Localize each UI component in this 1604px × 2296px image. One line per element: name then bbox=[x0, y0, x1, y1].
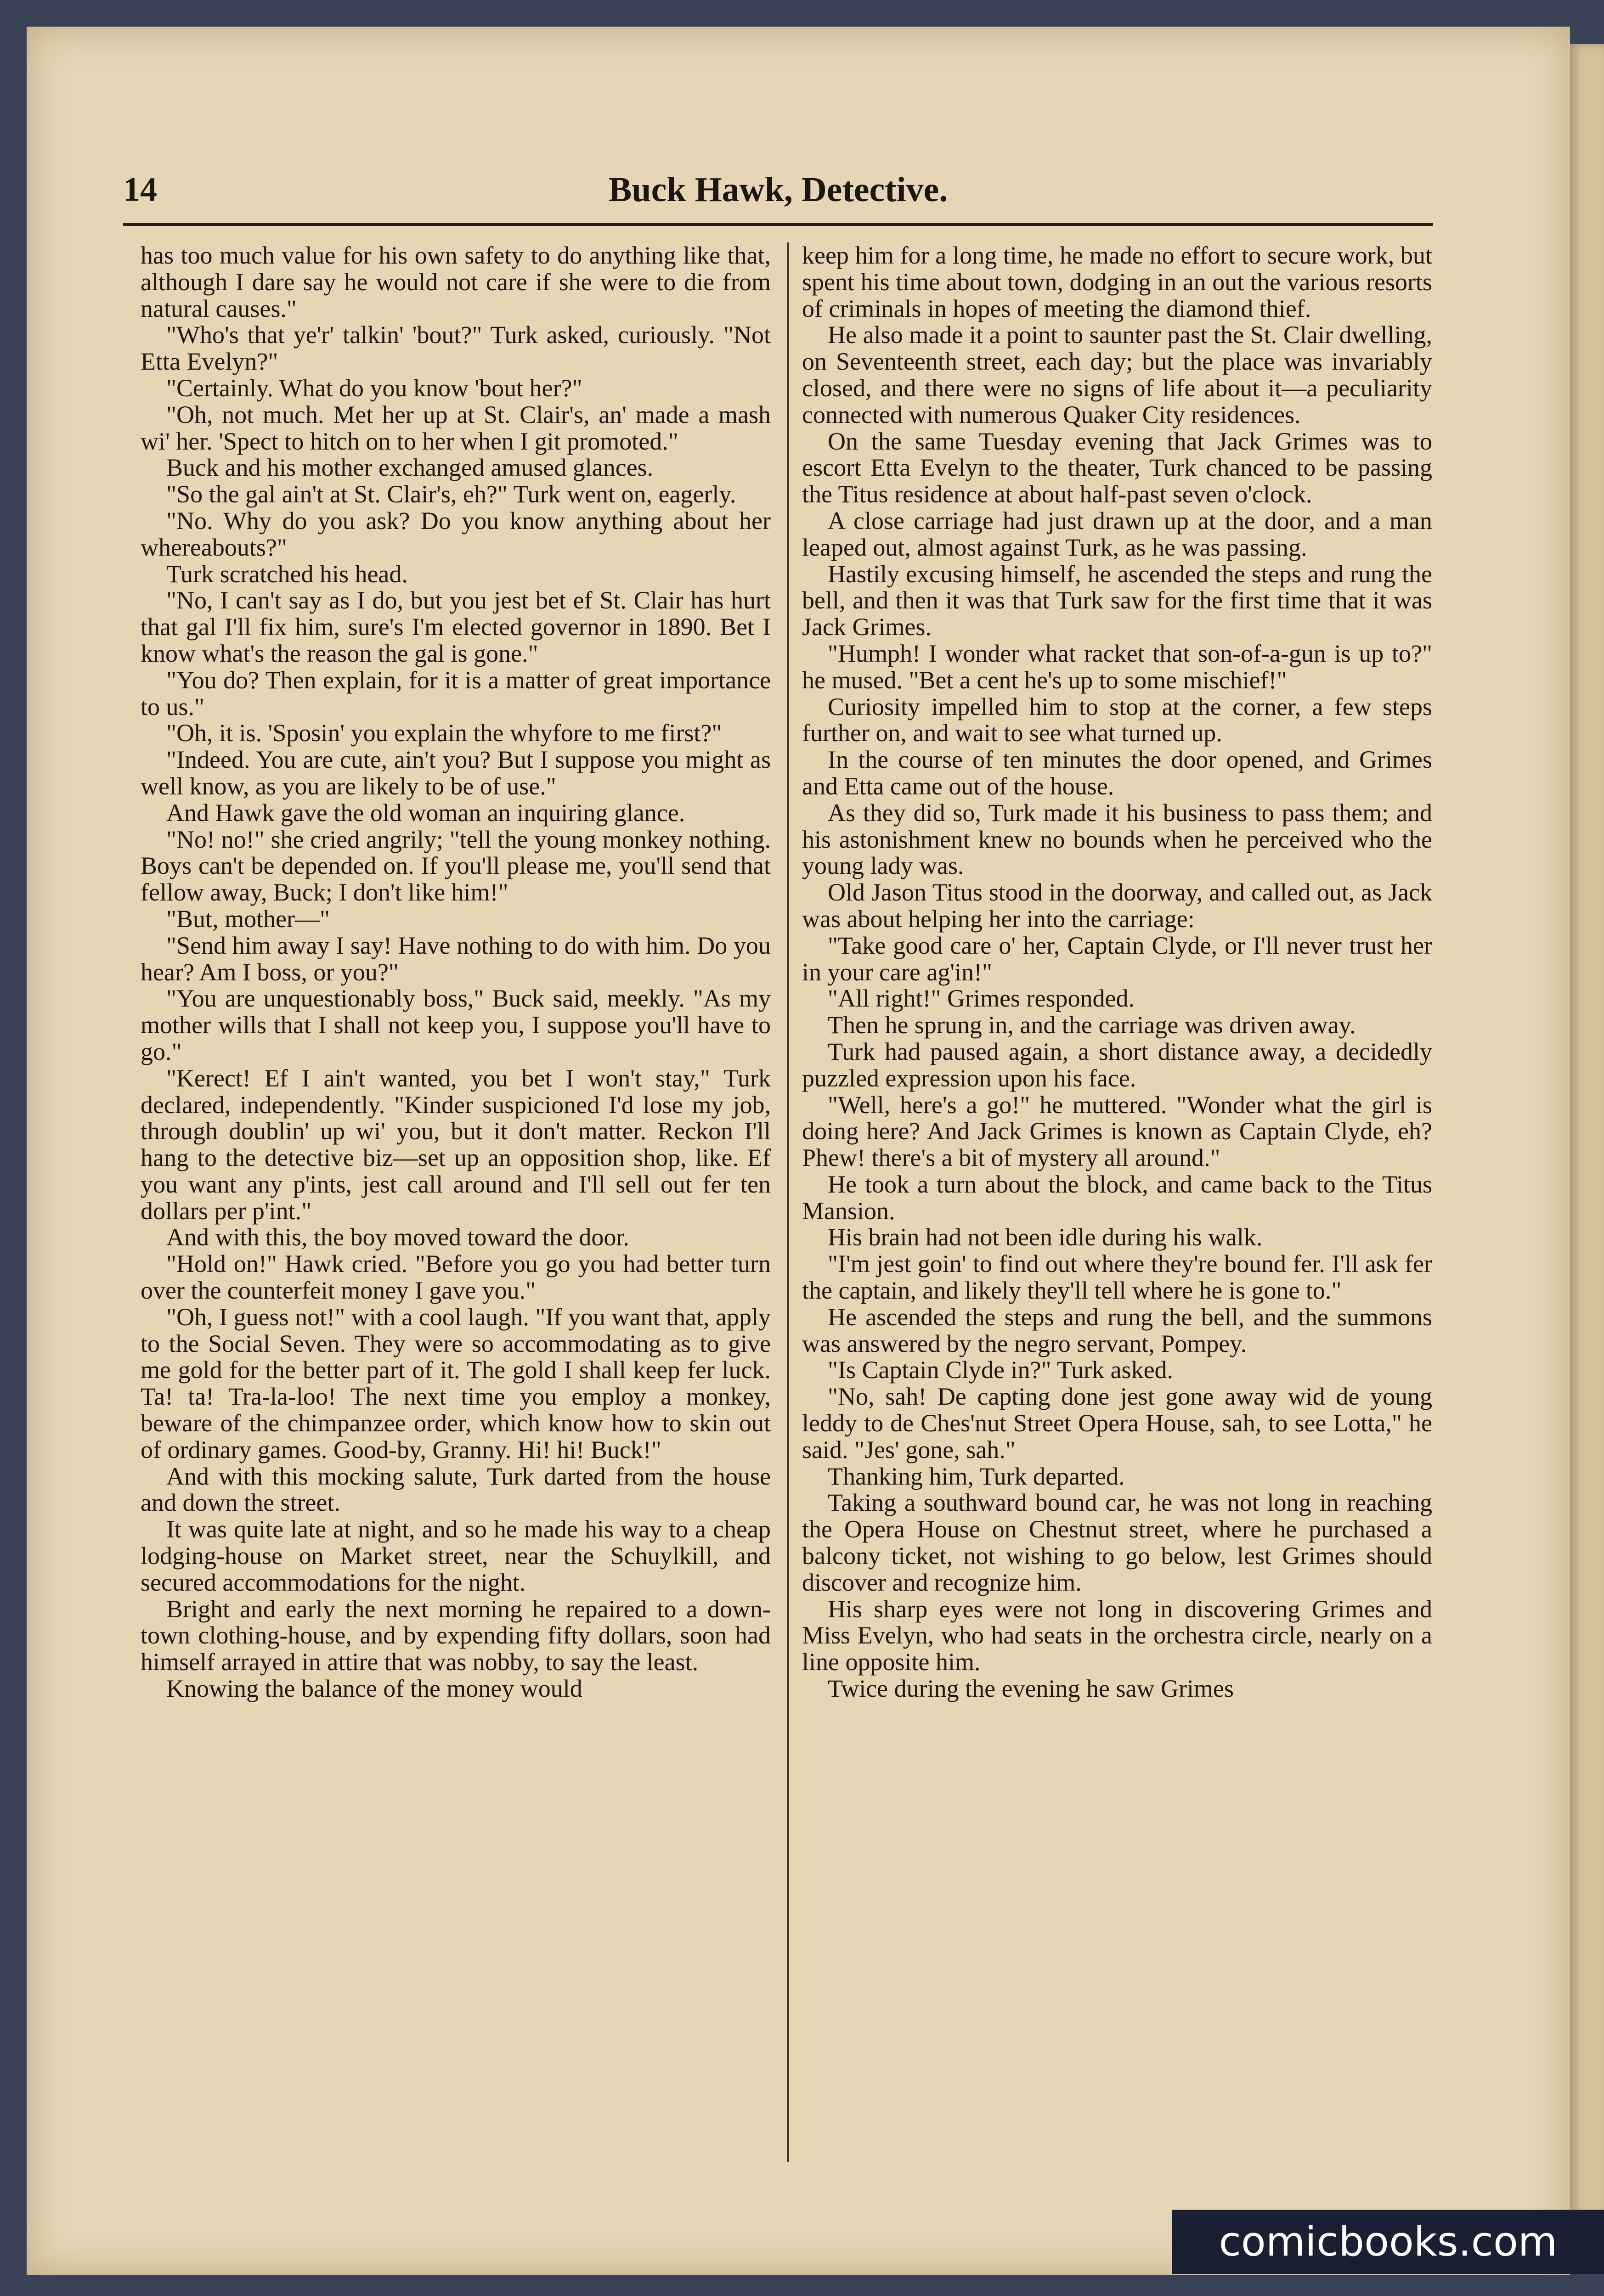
running-title: Buck Hawk, Detective. bbox=[608, 170, 948, 209]
paragraph: "No! no!" she cried angrily; "tell the young monkey nothing. Boys can't be depended on. If you'll please me, you'll send that fellow away, Buck; I don't like him!" bbox=[141, 825, 771, 906]
paragraph: He took a turn about the block, and came back to the Titus Mansion. bbox=[802, 1170, 1432, 1225]
watermark-logo: comicbooks.com bbox=[1172, 2210, 1604, 2274]
paragraph: His brain had not been idle during his walk. bbox=[828, 1223, 1263, 1251]
paragraph: "No, I can't say as I do, but you jest bet ef St. Clair has hurt that gal I'll fix him, sure's I'm elected governor in 1890. Bet I know what's the reason the gal is gone." bbox=[141, 586, 771, 667]
paragraph: "So the gal ain't at St. Clair's, eh?" Turk went on, eagerly. bbox=[166, 480, 736, 508]
paragraph: "Indeed. You are cute, ain't you? But I suppose you might as well know, as you are likely to be of use." bbox=[141, 746, 771, 800]
paragraph: "Oh, it is. 'Sposin' you explain the whyfore to me first?" bbox=[166, 719, 722, 747]
paragraph: He also made it a point to saunter past the St. Clair dwelling, on Seventeenth street, each day; but the place was invariably closed, and there were no signs of life about it—a peculiarity connected with numerous Quaker City residences. bbox=[802, 321, 1432, 428]
paragraph: A close carriage had just drawn up at the door, and a man leaped out, almost against Turk, as he was passing. bbox=[802, 506, 1432, 561]
paragraph: And with this mocking salute, Turk darted from the house and down the street. bbox=[141, 1462, 771, 1517]
column-divider bbox=[787, 242, 789, 2162]
left-column bbox=[141, 242, 771, 2162]
paragraph: "Kerect! Ef I ain't wanted, you bet I won't stay," Turk declared, independently. "Kinder suspicioned I'd lose my job, through doublin' up wi' you, but it don't matter. Reckon I'll hang to the detective biz—set up an opposition shop, like. Ef you want any p'ints, jest call around and I'll sell out fer ten dollars per p'int." bbox=[141, 1064, 771, 1225]
paragraph: On the same Tuesday evening that Jack Grimes was to escort Etta Evelyn to the theater, Turk chanced to be passing the Titus residence at about half-past seven o'clock. bbox=[802, 427, 1432, 508]
paragraph: Hastily excusing himself, he ascended the steps and rung the bell, and then it was that Turk saw for the first time that it was Jack Grimes. bbox=[802, 560, 1432, 641]
paragraph: "No. Why do you ask? Do you know anything about her whereabouts?" bbox=[141, 506, 771, 561]
paragraph: "Certainly. What do you know 'bout her?" bbox=[166, 374, 582, 402]
paragraph: Buck and his mother exchanged amused glances. bbox=[166, 454, 654, 482]
paragraph: His sharp eyes were not long in discovering Grimes and Miss Evelyn, who had seats in the orchestra circle, nearly on a line opposite him. bbox=[802, 1595, 1432, 1676]
magazine-page bbox=[27, 27, 1570, 2275]
paragraph: Old Jason Titus stood in the doorway, and called out, as Jack was about helping her into the carriage: bbox=[802, 878, 1432, 933]
paragraph: "Take good care o' her, Captain Clyde, or I'll never trust her in your care ag'in!" bbox=[802, 931, 1432, 986]
paragraph: Curiosity impelled him to stop at the corner, a few steps further on, and wait to see what turned up. bbox=[802, 692, 1432, 747]
paragraph: "Is Captain Clyde in?" Turk asked. bbox=[828, 1356, 1174, 1384]
paragraph: "Oh, I guess not!" with a cool laugh. "If you want that, apply to the Social Seven. They were so accommodating as to give me gold for the better part of it. The gold I shall keep fer luck. Ta! ta! Tra-la-loo! The next time you employ a monkey, beware of the chimpanzee order, which know how to skin out of ordinary games. Good-by, Granny. Hi! hi! Buck!" bbox=[141, 1303, 771, 1463]
paragraph: Turk scratched his head. bbox=[166, 560, 408, 588]
paragraph: As they did so, Turk made it his business to pass them; and his astonishment knew no bounds when he perceived who the young lady was. bbox=[802, 799, 1432, 880]
right-column bbox=[802, 242, 1432, 2162]
page-header bbox=[123, 164, 1433, 215]
paragraph: "You are unquestionably boss," Buck said, meekly. "As my mother wills that I shall not keep you, I suppose you'll have to go." bbox=[141, 985, 771, 1065]
paragraph: has too much value for his own safety to do anything like that, although I dare say he would not care if she were to die from natural causes." bbox=[141, 242, 771, 322]
paragraph: "Send him away I say! Have nothing to do with him. Do you hear? Am I boss, or you?" bbox=[141, 931, 771, 986]
paragraph: And with this, the boy moved toward the door. bbox=[166, 1223, 629, 1251]
paragraph: Knowing the balance of the money would bbox=[166, 1675, 582, 1703]
header-rule bbox=[123, 223, 1433, 226]
paragraph: Bright and early the next morning he repaired to a down-town clothing-house, and by expending fifty dollars, soon had himself arrayed in attire that was nobby, to say the least. bbox=[141, 1595, 771, 1676]
paragraph: Thanking him, Turk departed. bbox=[828, 1462, 1125, 1490]
paragraph: keep him for a long time, he made no effort to secure work, but spent his time about town, dodging in an out the various resorts of criminals in hopes of meeting the diamond thief. bbox=[802, 242, 1432, 322]
paragraph: "Who's that ye'r' talkin' 'bout?" Turk asked, curiously. "Not Etta Evelyn?" bbox=[141, 321, 771, 376]
paragraph: "Humph! I wonder what racket that son-of-a-gun is up to?" he mused. "Bet a cent he's up to some mischief!" bbox=[802, 639, 1432, 694]
paragraph: "But, mother—" bbox=[166, 905, 330, 933]
paragraph: "I'm jest goin' to find out where they're bound fer. I'll ask fer the captain, and likely they'll tell where he is gone to." bbox=[802, 1250, 1432, 1305]
paragraph: And Hawk gave the old woman an inquiring glance. bbox=[166, 799, 685, 827]
paragraph: He ascended the steps and rung the bell, and the summons was answered by the negro servant, Pompey. bbox=[802, 1303, 1432, 1357]
paragraph: "Hold on!" Hawk cried. "Before you go you had better turn over the counterfeit money I gave you." bbox=[141, 1250, 771, 1305]
next-page-edge bbox=[1570, 44, 1604, 2262]
paragraph: "You do? Then explain, for it is a matter of great importance to us." bbox=[141, 666, 771, 720]
paragraph: It was quite late at night, and so he made his way to a cheap lodging-house on Market street, near the Schuylkill, and secured accommodations for the night. bbox=[141, 1515, 771, 1596]
paragraph: Turk had paused again, a short distance away, a decidedly puzzled expression upon his face. bbox=[802, 1037, 1432, 1092]
paragraph: Then he sprung in, and the carriage was driven away. bbox=[828, 1011, 1356, 1039]
paragraph: Taking a southward bound car, he was not long in reaching the Opera House on Chestnut street, where he purchased a balcony ticket, not wishing to go below, lest Grimes should discover and recognize him. bbox=[802, 1489, 1432, 1596]
paragraph: "Oh, not much. Met her up at St. Clair's, an' made a mash wi' her. 'Spect to hitch on to her when I git promoted." bbox=[141, 400, 771, 455]
page-number: 14 bbox=[123, 171, 157, 208]
paragraph: In the course of ten minutes the door opened, and Grimes and Etta came out of the house. bbox=[802, 746, 1432, 800]
paragraph: Twice during the evening he saw Grimes bbox=[828, 1675, 1234, 1703]
paragraph: "Well, here's a go!" he muttered. "Wonder what the girl is doing here? And Jack Grimes is known as Captain Clyde, eh? Phew! there's a bit of mystery all around." bbox=[802, 1091, 1432, 1172]
paragraph: "No, sah! De capting done jest gone away wid de young leddy to de Ches'nut Street Opera House, sah, to see Lotta," he said. "Jes' gone, sah." bbox=[802, 1383, 1432, 1463]
paragraph: "All right!" Grimes responded. bbox=[828, 985, 1135, 1013]
